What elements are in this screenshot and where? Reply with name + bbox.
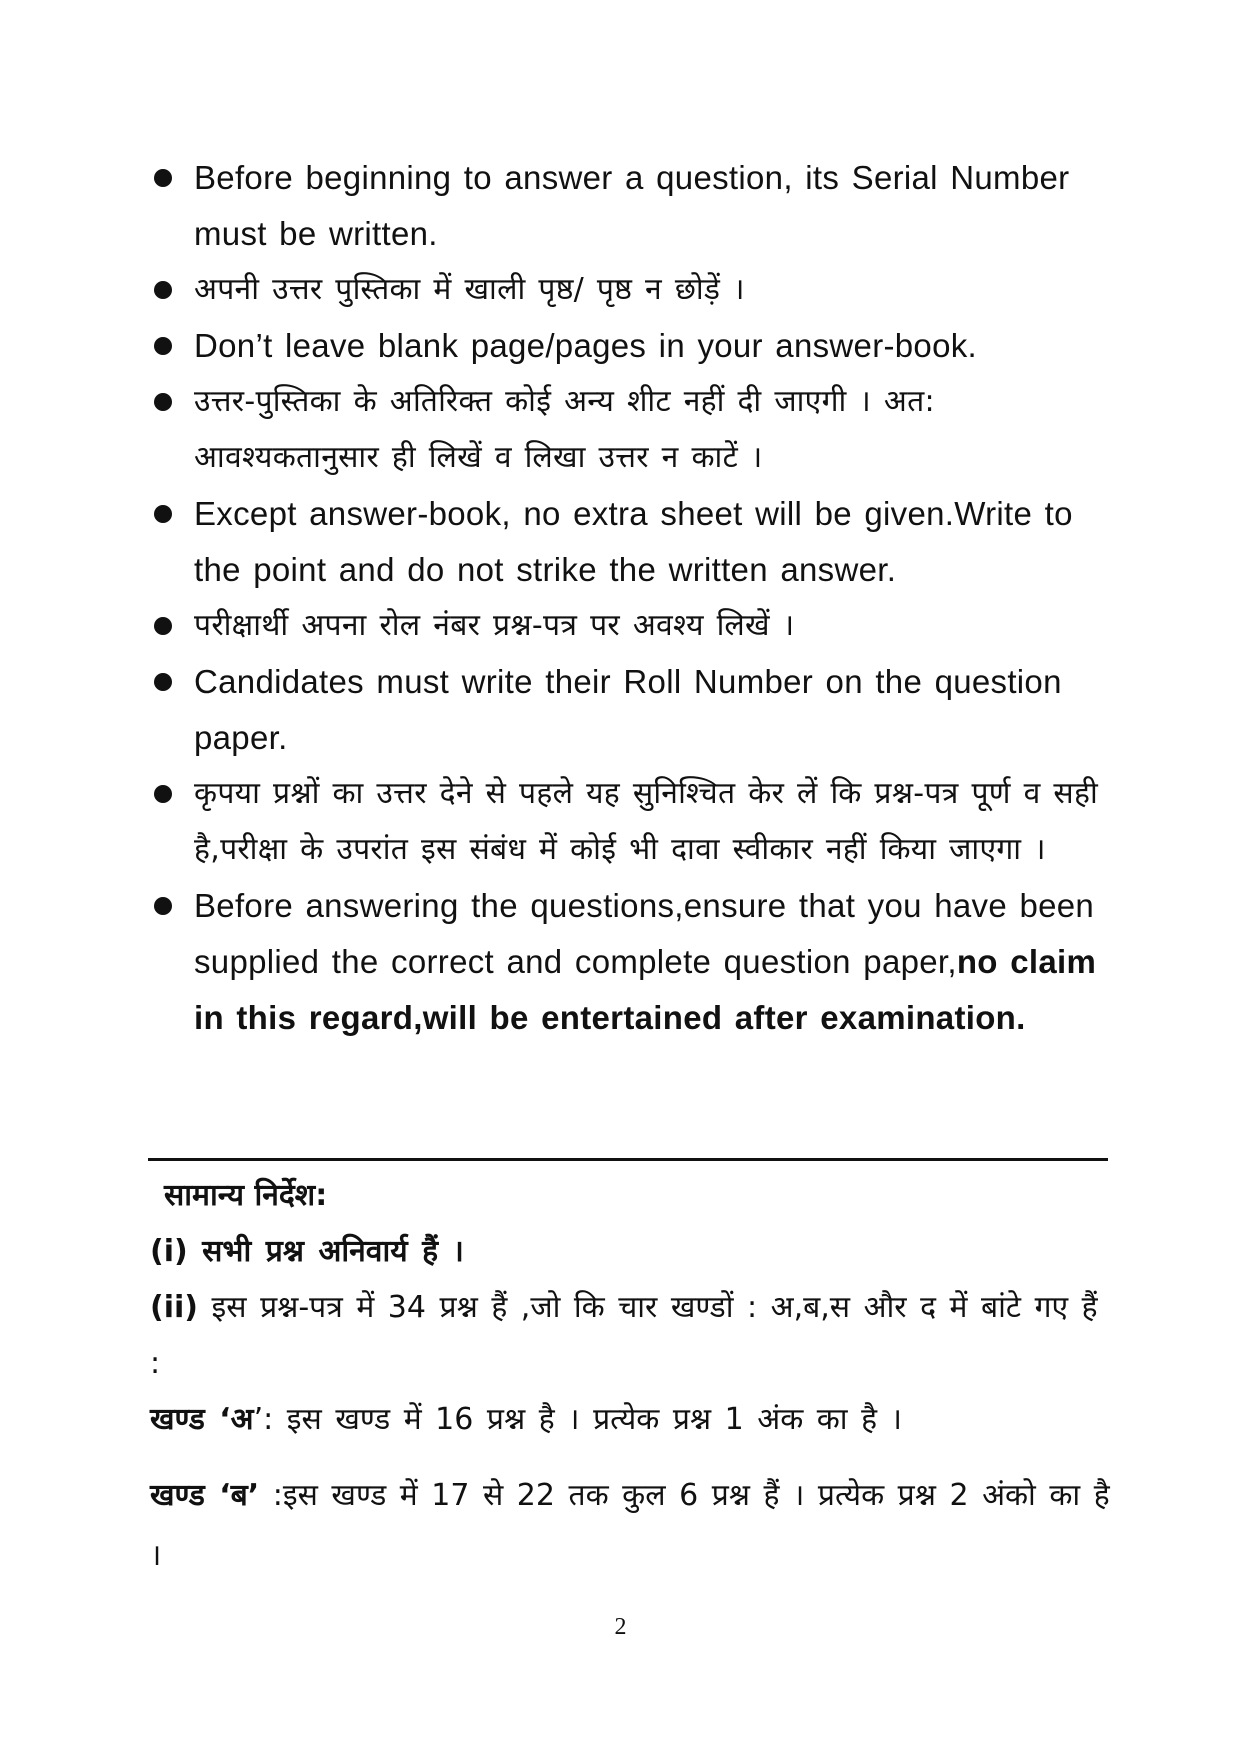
section-b-label: खण्ड ‘ब’ [150, 1478, 260, 1513]
bullet-roll-number-en [150, 654, 1110, 766]
bullet-dot-icon [154, 337, 172, 355]
bullet-roll-number-hi [150, 598, 1110, 654]
bullet-text: अपनी उत्तर पुस्तिका में खाली पृष्ठ/ पृष्ठ न छोड़ें । [194, 272, 745, 307]
instruction-bullet-list [150, 150, 1110, 1046]
section-divider [148, 1158, 1108, 1161]
section-a-line [150, 1392, 1110, 1448]
bullet-ensure-complete-en [150, 878, 1110, 1046]
bullet-text: Except answer-book, no extra sheet will be given.Write to the point and do not strike the written answer. [194, 495, 1073, 588]
bullet-dot-icon [154, 785, 172, 803]
bullet-text: Before beginning to answer a question, its Serial Number must be written. [194, 159, 1070, 252]
bullet-text: परीक्षार्थी अपना रोल नंबर प्रश्न-पत्र पर अवश्य लिखें । [194, 608, 795, 643]
bullet-blank-page-en [150, 318, 1110, 374]
bullet-blank-page-hi [150, 262, 1110, 318]
bullet-dot-icon [154, 505, 172, 523]
bullet-text: Before answering the questions,ensure that you have been supplied the correct and complete question paper, [194, 887, 1095, 980]
instruction-item-2 [150, 1280, 1110, 1392]
bullet-text: Don’t leave blank page/pages in your answer-book. [194, 327, 977, 364]
instruction-item-2-text: इस प्रश्न-पत्र में 34 प्रश्न हैं ,जो कि चार खण्डों : अ,ब,स और द में बांटे गए हैं : [150, 1290, 1098, 1381]
section-b-text: :इस खण्ड में 17 से 22 तक कुल 6 प्रश्न हैं । प्रत्येक प्रश्न 2 अंको का है । [150, 1478, 1110, 1573]
bullet-extra-sheet-hi [150, 374, 1110, 486]
general-instructions-heading: सामान्य निर्देश: [164, 1178, 328, 1213]
bullet-dot-icon [154, 897, 172, 915]
bullet-dot-icon [154, 673, 172, 691]
bullet-dot-icon [154, 169, 172, 187]
bullet-text: कृपया प्रश्नों का उत्तर देने से पहले यह सुनिश्चित केर लें कि प्रश्न-पत्र पूर्ण व सही है,परीक्षा के उपरांत इस संबंध में कोई भी दावा स्वीकार नहीं किया जाएगा । [194, 776, 1099, 867]
bullet-bold-text: no claim in this regard,will be entertained after examination. [194, 943, 1097, 1036]
section-a-label: खण्ड ‘अ [150, 1402, 254, 1437]
bullet-ensure-complete-hi [150, 766, 1110, 878]
bullet-text: उत्तर-पुस्तिका के अतिरिक्त कोई अन्य शीट नहीं दी जाएगी । अत: आवश्यकतानुसार ही लिखें व लिखा उत्तर न काटें । [194, 384, 935, 475]
section-b-line [150, 1466, 1110, 1586]
bullet-text: Candidates must write their Roll Number on the question paper. [194, 663, 1062, 756]
bullet-serial-number-en [150, 150, 1110, 262]
bullet-extra-sheet-en [150, 486, 1110, 598]
instruction-item-2-label: (ii) [150, 1290, 198, 1325]
bullet-dot-icon [154, 281, 172, 299]
instruction-item-1: (i) सभी प्रश्न अनिवार्य हैं । [150, 1234, 464, 1269]
bullet-dot-icon [154, 393, 172, 411]
section-a-text: ’: इस खण्ड में 16 प्रश्न है । प्रत्येक प्रश्न 1 अंक का है । [253, 1402, 902, 1437]
page-number: 2 [614, 1614, 627, 1640]
general-instructions [150, 1168, 1110, 1586]
bullet-dot-icon [154, 617, 172, 635]
